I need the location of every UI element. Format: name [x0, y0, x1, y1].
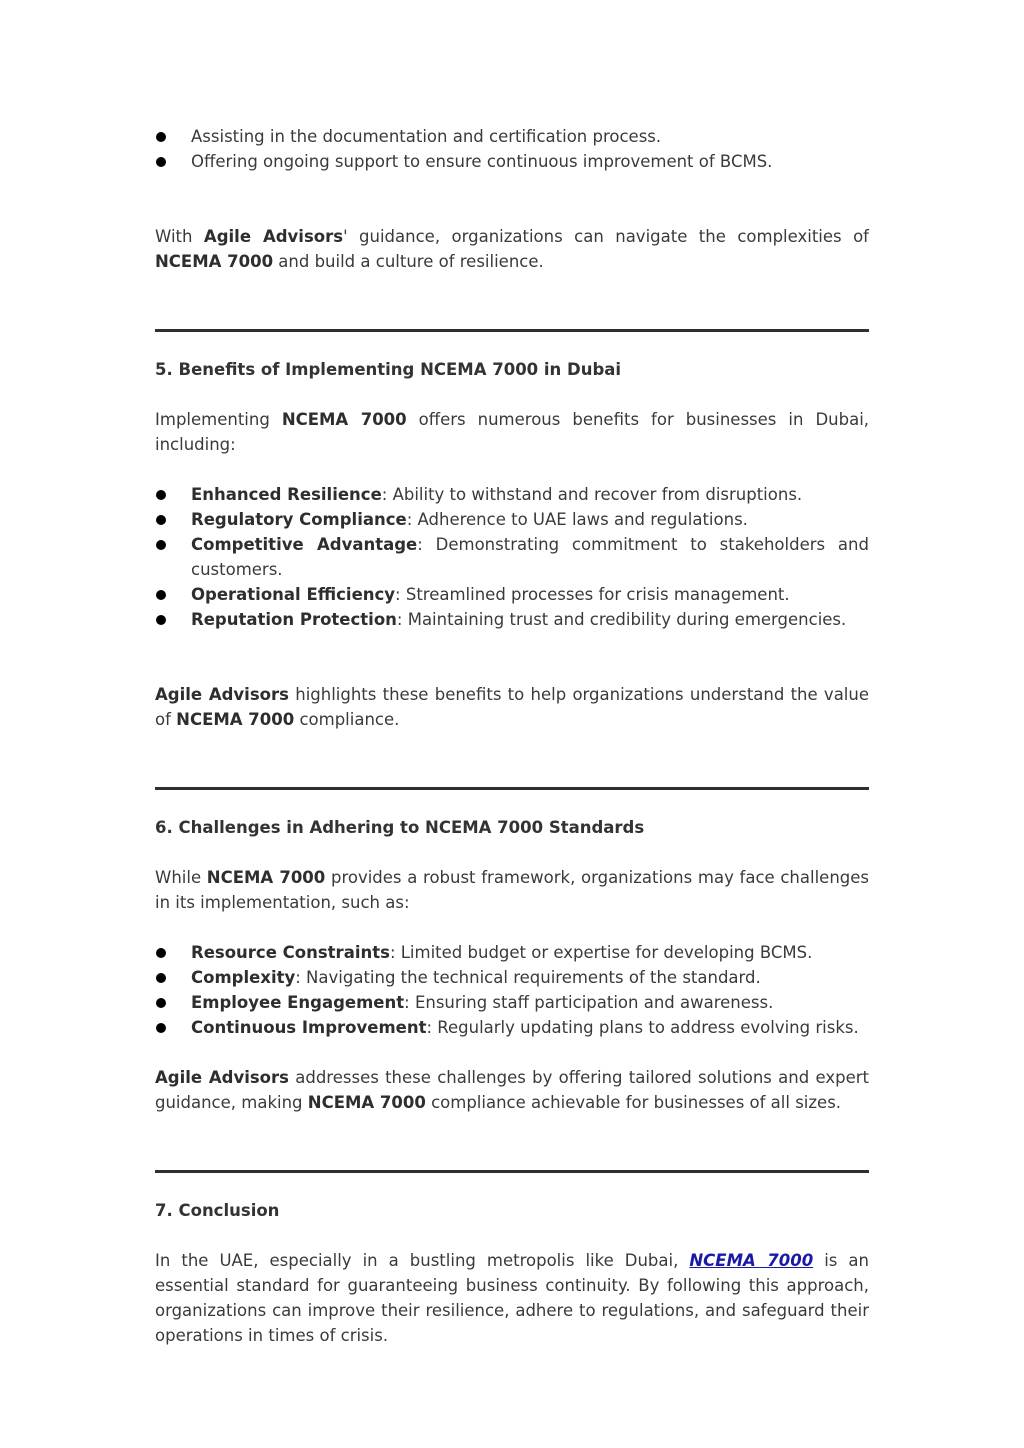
bullet-icon: [156, 132, 166, 142]
benefits-list: [155, 482, 869, 632]
list-item: Assisting in the documentation and certification process.: [155, 124, 869, 149]
challenges-list: [155, 940, 869, 1040]
list-item: Competitive Advantage: Demonstrating commitment to stakeholders and customers.: [155, 532, 869, 582]
bullet-icon: [156, 948, 166, 958]
list-item: Regulatory Compliance: Adherence to UAE laws and regulations.: [155, 507, 869, 532]
bullet-icon: [156, 157, 166, 167]
list-item: Continuous Improvement: Regularly updating plans to address evolving risks.: [155, 1015, 869, 1040]
bullet-icon: [156, 515, 166, 525]
section-intro: Implementing NCEMA 7000 offers numerous benefits for businesses in Dubai, including:: [155, 410, 870, 454]
bullet-icon: [156, 998, 166, 1008]
bullet-icon: [156, 1023, 166, 1033]
list-item: Resource Constraints: Limited budget or expertise for developing BCMS.: [155, 940, 869, 965]
intro-bullet-list: [155, 124, 869, 174]
agile-guidance-paragraph: With Agile Advisors' guidance, organizations can navigate the complexities of NCEMA 7000 and build a culture of resilience.: [155, 227, 869, 271]
bullet-icon: [156, 590, 166, 600]
list-item: Complexity: Navigating the technical requirements of the standard.: [155, 965, 869, 990]
bullet-icon: [156, 540, 166, 550]
section-closing: Agile Advisors highlights these benefits to help organizations understand the value of NCEMA 7000 compliance.: [155, 685, 869, 729]
section-heading: 7. Conclusion: [155, 1201, 280, 1220]
list-item: Employee Engagement: Ensuring staff participation and awareness.: [155, 990, 869, 1015]
section-closing: Agile Advisors addresses these challenges by offering tailored solutions and expert guidance, making NCEMA 7000 compliance achievable for businesses of all sizes.: [155, 1068, 870, 1112]
list-item: Reputation Protection: Maintaining trust and credibility during emergencies.: [155, 607, 869, 632]
list-item: Enhanced Resilience: Ability to withstand and recover from disruptions.: [155, 482, 869, 507]
conclusion-paragraph: In the UAE, especially in a bustling metropolis like Dubai, NCEMA 7000 is an essential standard for guaranteeing business continuity. By following this approach, organizations can improve their resilience, adhere to regulations, and safeguard their operations in times of crisis.: [155, 1251, 869, 1345]
list-item: Operational Efficiency: Streamlined processes for crisis management.: [155, 582, 869, 607]
bullet-icon: [156, 615, 166, 625]
list-item: Offering ongoing support to ensure continuous improvement of BCMS.: [155, 149, 869, 174]
document-body: [155, 124, 869, 1348]
bullet-icon: [156, 490, 166, 500]
section-heading: 5. Benefits of Implementing NCEMA 7000 in Dubai: [155, 360, 622, 379]
section-heading: 6. Challenges in Adhering to NCEMA 7000 Standards: [155, 818, 645, 837]
ncema-7000-link[interactable]: NCEMA 7000: [689, 1251, 814, 1270]
bullet-icon: [156, 973, 166, 983]
section-intro: While NCEMA 7000 provides a robust framework, organizations may face challenges in its implementation, such as:: [155, 868, 869, 912]
